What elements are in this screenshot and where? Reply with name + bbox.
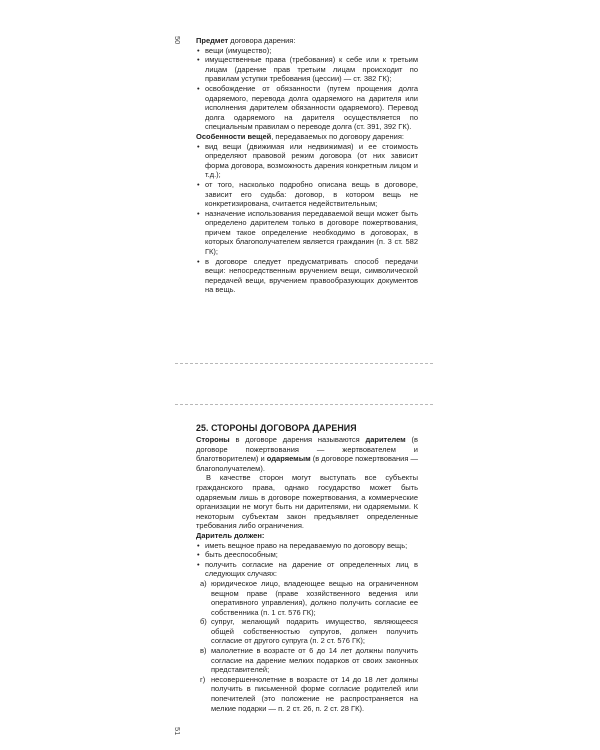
subjects-paragraph: В качестве сторон могут выступать все субъекты гражданского права, однако государство может быть одаряемым лишь в договоре пожертвования, а коммерческие организации не могут быть ни дарителями, ни одаряемыми. К некоторым субъектам закон предъявляет определенные требования либо ограничения.	[196, 473, 418, 531]
case-text: супруг, желающий подарить имущество, являющееся общей собственностью супругов, должен получить согласие от другого супруга (п. 2 ст. 576 ГК);	[211, 617, 418, 646]
list-item: • освобождение от обязанности (путем прощения долга одаряемого, перевода долга одаряемого на дарителя или исполнения дарителем обязанности одаряемого). Перевод долга одаряемого на дарителя осуществляется по специальным правилам о переводе долга (ст. 391, 392 ГК).	[196, 84, 418, 132]
list-item	[200, 646, 418, 675]
list-item: • быть дееспособным;	[196, 550, 418, 560]
case-text: юридическое лицо, владеющее вещью на ограниченном вещном праве (праве хозяйственного ведения или оперативного управления), должно получить согласие ее собственника (п. 1 ст. 576 ГК);	[211, 578, 418, 617]
list-item: • иметь вещное право на передаваемую по договору вещь;	[196, 541, 418, 551]
list-item: • получить согласие на дарение от определенных лиц в следующих случаях:	[196, 560, 418, 579]
donor-duties-list	[196, 541, 418, 579]
list-item	[200, 579, 418, 617]
parties-paragraph	[196, 435, 418, 473]
list-item: • вещи (имущество);	[196, 46, 418, 56]
consent-cases-list	[196, 579, 418, 713]
page-number-bottom: 51	[173, 727, 182, 736]
subject-paragraph	[196, 36, 418, 46]
list-item	[200, 675, 418, 713]
list-item	[200, 617, 418, 646]
parties-text-1: в договоре дарения называются	[229, 435, 366, 444]
page-number-top: 50	[173, 36, 182, 45]
section-title: 25. СТОРОНЫ ДОГОВОРА ДАРЕНИЯ	[196, 423, 357, 433]
donee-term: одаряемым	[266, 454, 311, 464]
bottom-page-body	[196, 422, 418, 713]
page-break-line-bottom	[175, 404, 433, 405]
donor-term: дарителем	[365, 435, 406, 444]
features-intro: , передаваемых по договору дарения:	[271, 131, 404, 141]
subject-intro: договора дарения:	[228, 36, 296, 45]
subject-heading: Предмет	[196, 36, 229, 45]
donor-duties-heading: Даритель должен:	[196, 530, 265, 540]
list-item: • от того, насколько подробно описана вещь в договоре, зависит его судьба: договор, в котором вещь не конкретизирована, считается недействительным;	[196, 180, 418, 209]
list-item: • вид вещи (движимая или недвижимая) и ее стоимость определяют правовой режим договора (от них зависит форма договора, возможность дарения конкретным лицом и т.д.);	[196, 142, 418, 180]
features-heading: Особенности вещей	[196, 131, 272, 141]
features-list	[196, 142, 418, 296]
parties-text-2: (в договоре пожертвования — жертвователем и благотворителем) и	[196, 435, 418, 464]
case-text: несовершеннолетние в возрасте от 14 до 18 лет должны получить в письменной форме согласие родителей или попечителей (это положение не распространяется на мелкие подарки — п. 2 ст. 26, п. 2 ст. 28 ГК).	[211, 674, 418, 713]
page-break-line-top	[175, 363, 433, 364]
list-item: • в договоре следует предусматривать способ передачи вещи: непосредственным вручением вещи, символической передачей вещи, вручением правообразующих документов на вещь.	[196, 257, 418, 295]
top-page-body	[196, 36, 418, 295]
list-item: • имущественные права (требования) к себе или к третьим лицам (дарение прав третьим лицам происходит по правилам уступки требования (цессии) — ст. 382 ГК);	[196, 55, 418, 84]
parties-text-3: (в договоре пожертвования — благополучателем).	[196, 454, 418, 473]
subject-list	[196, 46, 418, 132]
features-paragraph	[196, 132, 418, 142]
case-text: малолетние в возрасте от 6 до 14 лет должны получить согласие на дарение мелких подарков от своих законных представителей;	[211, 646, 418, 675]
list-item: • назначение использования передаваемой вещи может быть определено дарителем только в договоре пожертвования, причем такое определение необходимо в договорах, в которых благополучателем является гражданин (п. 3 ст. 582 ГК);	[196, 209, 418, 257]
parties-term: Стороны	[196, 435, 230, 444]
